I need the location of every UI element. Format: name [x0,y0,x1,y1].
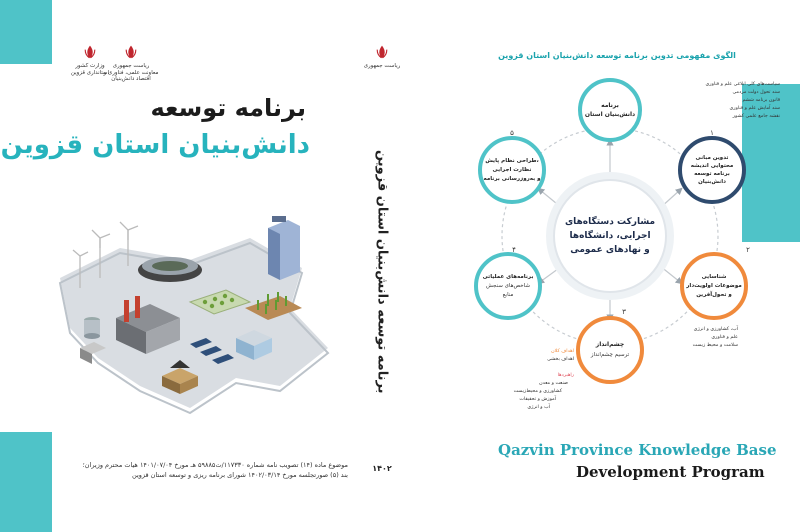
svg-text:۴: ۴ [512,246,516,254]
iran-emblem-icon [82,44,98,60]
svg-text:طراحی نظام پایش،: طراحی نظام پایش، [485,158,539,164]
footnote-line-1: موضوع ماده (۱۴) تصویب نامه شماره ۱۱۷۳۳۰/ت۵۹۸۸۵ هـ مورخ ۱۴۰۱/۰۷/۰۴ هیات محترم وزیران؛ [82,461,348,469]
list-top-right [706,81,780,119]
spine-title: برنامه توسعه دانش‌بنیان استان قزوین [374,150,390,394]
front-cover [402,0,800,532]
english-title-line2: Development Program [576,463,765,481]
svg-text:چشم‌انداز: چشم‌انداز [595,341,625,348]
svg-text:آموزش و تحقیقات: آموزش و تحقیقات [519,397,556,402]
teal-accent-bottom [0,432,52,532]
back-cover [0,0,362,532]
svg-text:سند تحول دولت مردمی: سند تحول دولت مردمی [732,90,780,95]
center-hub [546,172,674,300]
node-step-5 [480,129,544,202]
presidency-name: ریاست جمهوری معاونت علمی، فناوری و اقتصاد دانش‌بنیان [103,63,159,83]
center-text-2: اجرایی، دانشگاه‌ها [569,231,651,241]
svg-text:کشاورزی و محیط‌زیست: کشاورزی و محیط‌زیست [513,389,562,394]
node-step-4 [476,246,540,318]
svg-text:سند آمایش علم و فناوری: سند آمایش علم و فناوری [729,106,780,111]
svg-text:برنامه: برنامه [601,102,619,109]
spine-year: ۱۴۰۲ [372,464,392,473]
province-map-illustration [40,208,340,428]
svg-text:۱: ۱ [710,129,714,137]
svg-text:۳: ۳ [622,308,626,316]
node-program [580,80,640,140]
svg-text:صنعت و معدن: صنعت و معدن [539,381,568,386]
diagram-heading: الگوی مفهومی تدوین برنامه توسعه دانش‌بنیان استان قزوین [498,51,736,60]
node-step-3 [578,308,642,382]
svg-text:نقشه جامع علمی کشور: نقشه جامع علمی کشور [732,114,780,119]
svg-text:اهداف بخشی: اهداف بخشی [547,357,574,362]
svg-text:سیاست‌های کلی ابلاغی علم و فنا: سیاست‌های کلی ابلاغی علم و فناوری [705,82,780,87]
teal-accent-top [0,0,52,64]
book-spine [362,0,402,532]
svg-text:محتوایی اندیشه: محتوایی اندیشه [690,163,734,169]
center-text-1: مشارکت دستگاه‌های [564,217,656,227]
approval-footnote [8,460,348,481]
svg-text:راهبردها: راهبردها [557,373,574,378]
node-step-2 [682,246,750,318]
list-left [514,348,575,410]
svg-text:اهداف کلان: اهداف کلان [551,349,574,354]
svg-text:تدوین مبانی: تدوین مبانی [695,155,729,161]
svg-text:منابع: منابع [502,292,514,298]
conceptual-model-diagram [402,60,800,440]
svg-text:ترسیم چشم‌انداز: ترسیم چشم‌انداز [590,352,630,358]
svg-text:۵: ۵ [510,129,514,137]
svg-text:شناسایی: شناسایی [701,274,727,280]
spine-org: ریاست جمهوری [363,63,401,69]
svg-text:سلامت و محیط زیست: سلامت و محیط زیست [692,343,738,348]
svg-text:دانش‌بنیان: دانش‌بنیان [698,179,726,185]
svg-text:شاخص‌های سنجش: شاخص‌های سنجش [486,283,530,289]
spine-logo [362,44,402,70]
svg-text:و به‌روزرسانی برنامه: و به‌روزرسانی برنامه [483,176,541,182]
svg-text:۲: ۲ [746,246,750,254]
svg-text:موضوعات اولویت‌دار: موضوعات اولویت‌دار [686,283,742,289]
cover-title-line1: برنامه توسعه [150,94,306,122]
svg-text:برنامه‌های عملیاتی: برنامه‌های عملیاتی [482,274,534,280]
cover-title-line2: دانش‌بنیان استان قزوین [0,130,310,160]
list-bottom-right [693,325,739,348]
footnote-line-2: بند (۵) صورتجلسه مورخ ۱۴۰۲/۰۳/۱۴ شورای برنامه ریزی و توسعه استان قزوین [132,471,348,480]
svg-text:قانون برنامه ششم: قانون برنامه ششم [742,98,780,103]
svg-text:و تحول‌آفرین: و تحول‌آفرین [696,292,732,298]
svg-text:دانش‌بنیان استان: دانش‌بنیان استان [584,111,636,118]
english-title-line1: Qazvin Province Knowledge Base [498,441,777,459]
svg-text:علم و فناوری: علم و فناوری [711,335,738,340]
iran-emblem-icon [374,44,390,60]
svg-text:نظارت اجرایی: نظارت اجرایی [492,167,532,173]
svg-text:آب و انرژی: آب و انرژی [527,405,550,410]
iran-emblem-icon [123,44,139,60]
ministry-name: وزارت کشور استانداری قزوین [70,63,110,76]
center-text-3: و نهادهای عمومی [570,245,650,255]
svg-text:آب، کشاورزی و انرژی: آب، کشاورزی و انرژی [693,327,738,332]
presidency-logo [98,44,164,83]
node-step-1 [680,129,744,202]
svg-text:برنامه توسعه: برنامه توسعه [694,171,730,177]
